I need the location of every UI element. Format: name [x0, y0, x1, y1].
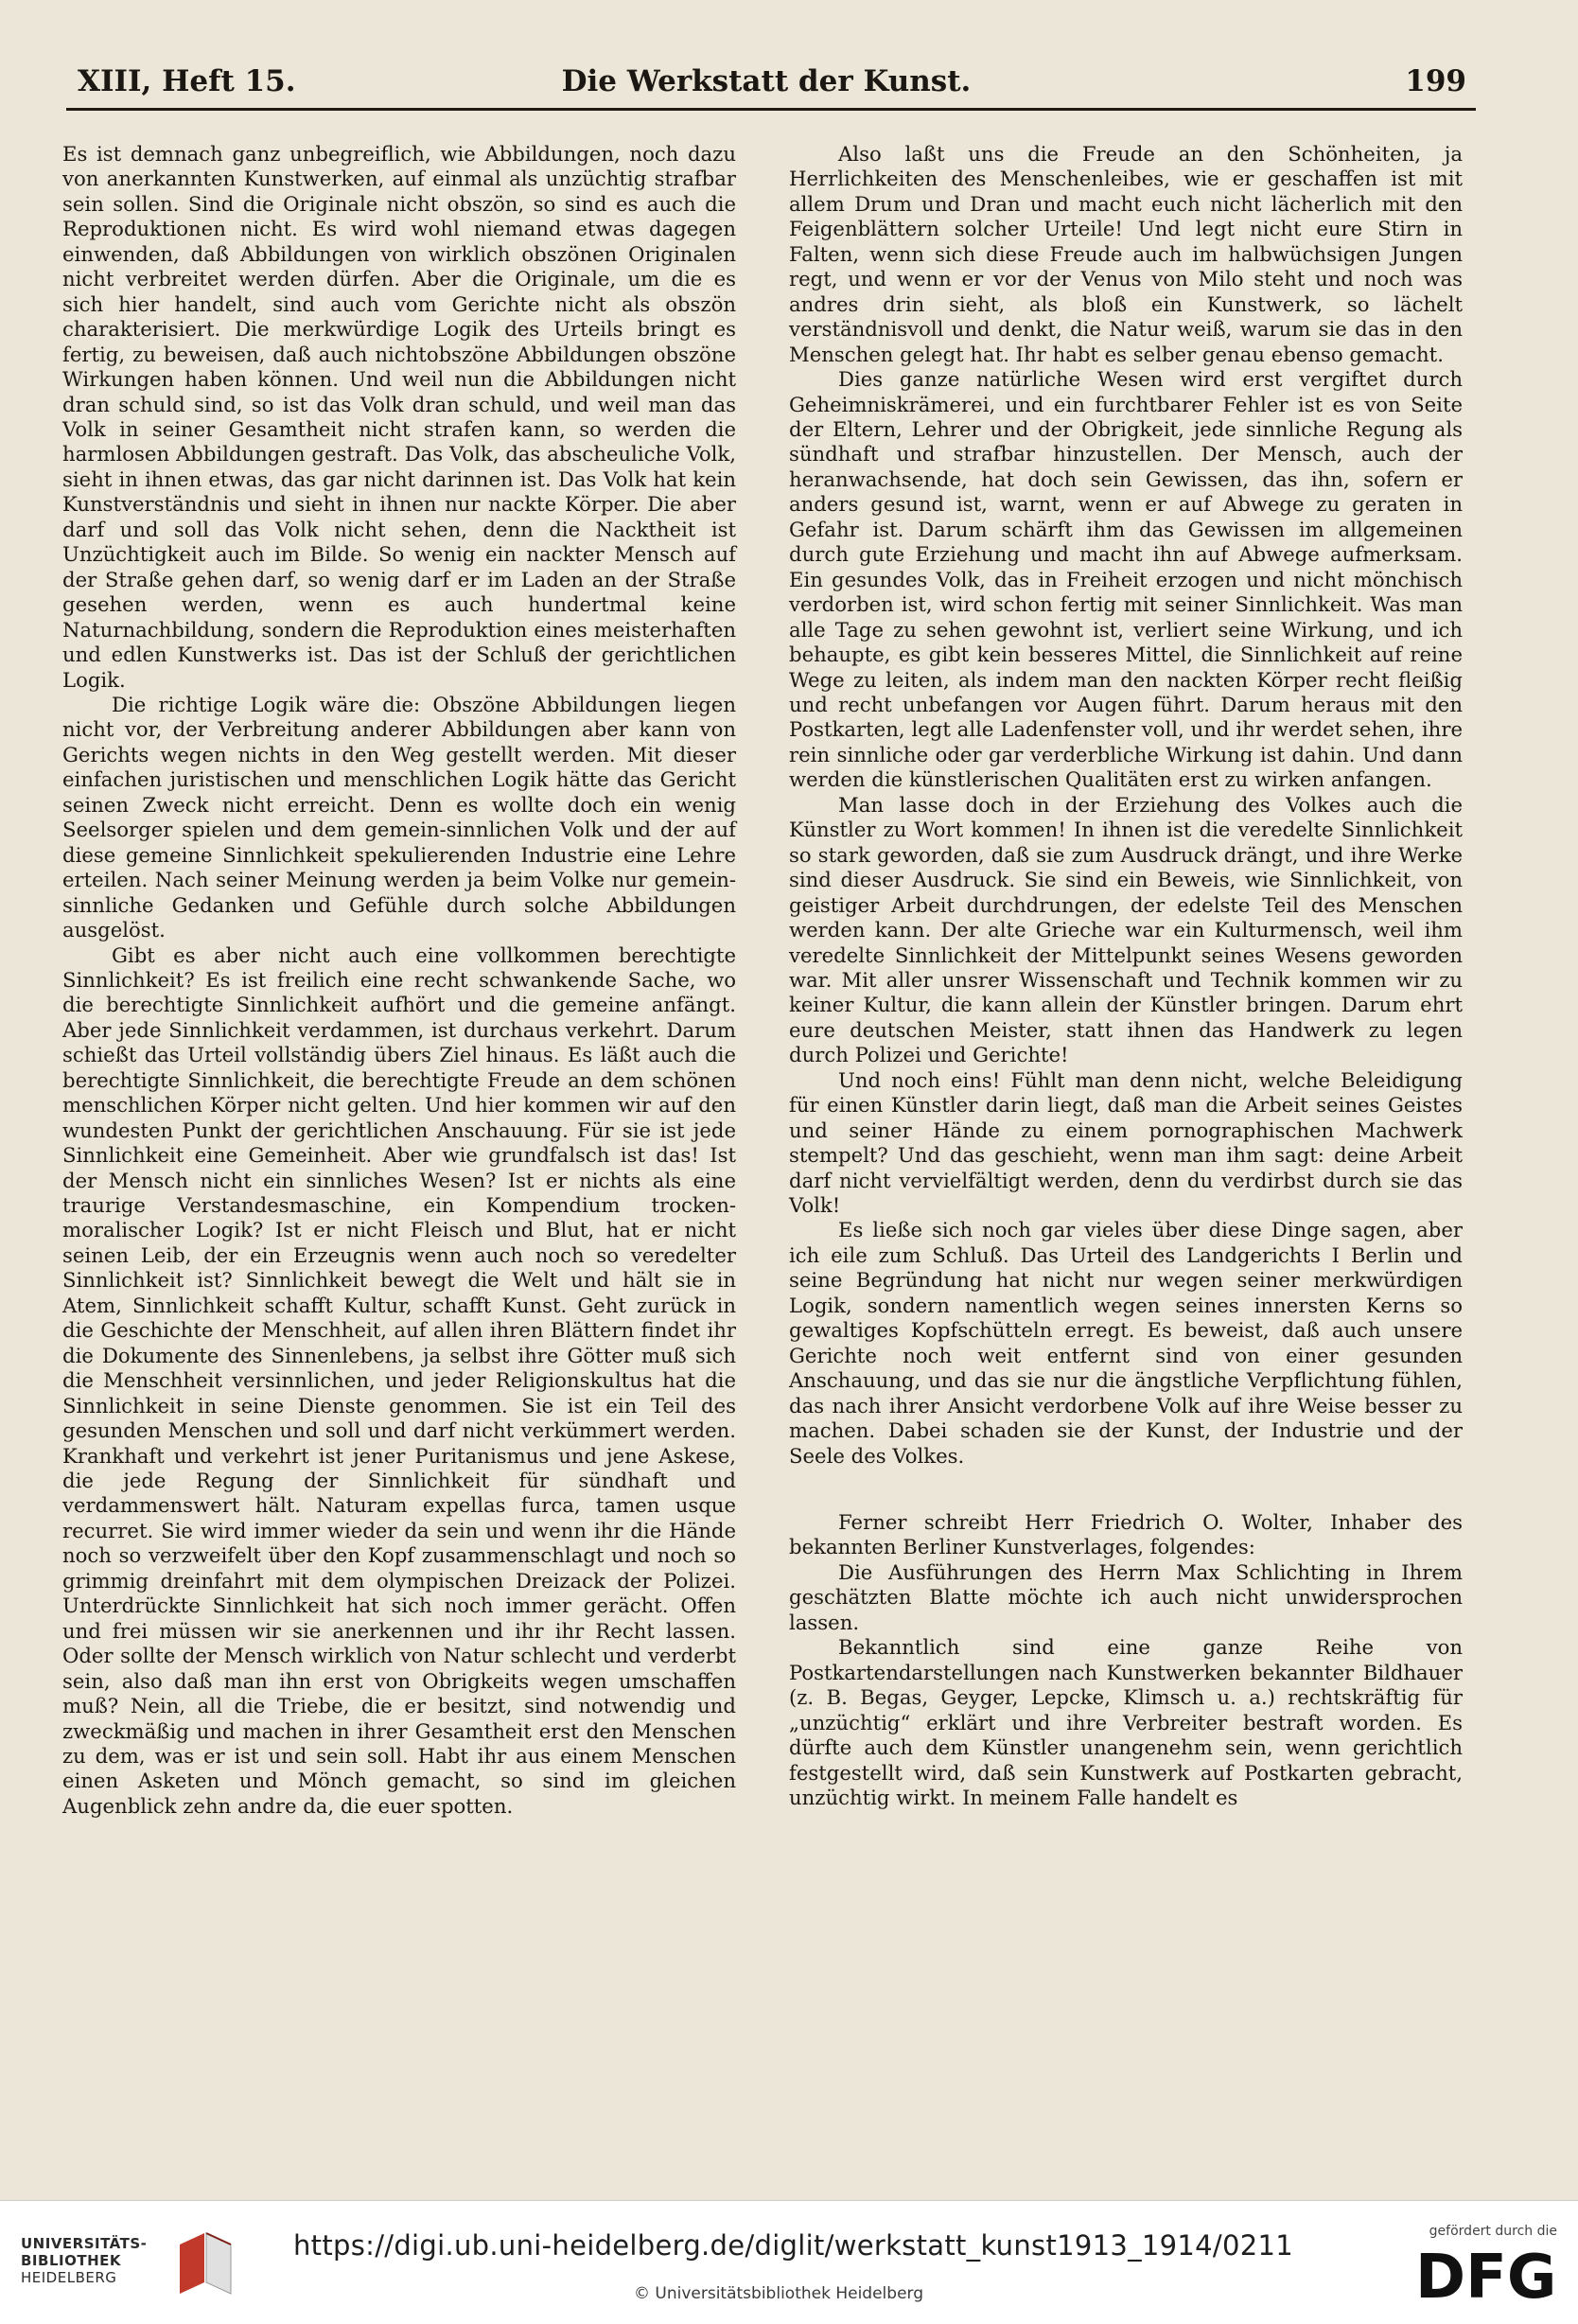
library-name-line3: HEIDELBERG — [21, 2269, 117, 2286]
section-gap — [789, 1469, 1463, 1510]
funder-block[interactable] — [1387, 2224, 1557, 2309]
library-logo[interactable] — [21, 2227, 267, 2303]
paragraph: Bekanntlich sind eine ganze Reihe von Postkartendarstellungen nach Kunstwerken bekannter Bildhauer (z. B. Begas, Geyger, Lepcke, Klimsch u. a.) rechtskräftig für „unzüchtig“ erklärt und ihre Verbreiter bestraft worden. Es dürfte auch dem Künstler unangenehm sein, wenn gerichtlich festgestellt wird, daß sein Kunstwerk auf Postkarten gebracht, unzüchtig wirkt. In meinem Falle handelt es — [789, 1635, 1463, 1809]
paragraph: Es ist demnach ganz unbegreiflich, wie Abbildungen, noch dazu von anerkannten Kunstwerken, auf einmal als unzüchtig strafbar sein sollen. Sind die Originale nicht obszön, so sind es auch die Reproduktionen nicht. Es wird wohl niemand etwas dagegen einwenden, daß Abbildungen von wirklich obszönen Originalen nicht verbreitet werden dürfen. Aber die Originale, um die es sich hier handelt, sind auch vom Gerichte nicht als obszön charakterisiert. Die merkwürdige Logik des Urteils bringt es fertig, zu beweisen, daß auch nichtobszöne Abbildungen obszöne Wirkungen haben können. Und weil nun die Abbildungen nicht dran schuld sind, so ist das Volk dran schuld, und weil man das Volk in seiner Gesamtheit nicht strafen kann, so werden die harmlosen Abbildungen gestraft. Das Volk, das abscheuliche Volk, sieht in ihnen etwas, das gar nicht darinnen ist. Das Volk hat kein Kunstverständnis und sieht in ihnen nur nackte Körper. Die aber darf und soll das Volk nicht sehen, denn die Nacktheit ist Unzüchtigkeit auch im Bilde. So wenig ein nackter Mensch auf der Straße gehen darf, so wenig darf er im Laden an der Straße gesehen werden, wenn es auch hundertmal keine Naturnachbildung, sondern die Reproduktion eines meisterhaften und edlen Kunstwerks ist. Das ist der Schluß der gerichtlichen Logik. — [62, 142, 736, 692]
document-url-link[interactable]: https://digi.ub.uni-heidelberg.de/diglit/werkstatt_kunst1913_1914/0211 — [293, 2229, 1293, 2262]
paragraph: Dies ganze natürliche Wesen wird erst vergiftet durch Geheimniskrämerei, und ein furchtbarer Fehler ist es von Seite der Eltern, Lehrer und der Obrigkeit, jede sinnliche Regung als sündhaft und strafbar hinzustellen. Der Mensch, auch der heranwachsende, hat doch sein Gewissen, das ihn, sofern er anders gesund ist, warnt, wenn er auf Abwege zu geraten in Gefahr ist. Darum schärft ihm das Gewissen im allgemeinen durch gute Erziehung und macht ihn auf Abwege aufmerksam. Ein gesundes Volk, das in Freiheit erzogen und nicht mönchisch verdorben ist, wird schon fertig mit seiner Sinnlichkeit. Was man alle Tage zu sehen gewohnt ist, verliert seine Wirkung, und ich behaupte, es gibt kein besseres Mittel, die Sinnlichkeit auf reine Wege zu leiten, als indem man den nackten Körper recht fleißig und recht unbefangen vor Augen führt. Darum heraus mit den Postkarten, legt alle Ladenfenster voll, und ihr werdet sehen, ihre rein sinnliche oder gar verderbliche Wirkung ist dahin. Und dann werden die künstlerischen Qualitäten erst zu wirken anfangen. — [789, 367, 1463, 792]
library-name-line1: UNIVERSITÄTS- — [21, 2235, 148, 2252]
paragraph: Die richtige Logik wäre die: Obszöne Abbildungen liegen nicht vor, der Verbreitung anderer Abbildungen aber kann von Gerichts wegen nichts in den Weg gestellt werden. Mit dieser einfachen juristischen und menschlichen Logik hätte das Gericht seinen Zweck nicht erreicht. Denn es wollte doch ein wenig Seelsorger spielen und dem gemein-sinnlichen Volk und der auf diese gemeine Sinnlichkeit spekulierenden Industrie eine Lehre erteilen. Nach seiner Meinung werden ja beim Volke nur gemein-sinnliche Gedanken und Gefühle durch solche Abbildungen ausgelöst. — [62, 692, 736, 942]
paragraph: Man lasse doch in der Erziehung des Volkes auch die Künstler zu Wort kommen! In ihnen ist die veredelte Sinnlichkeit so stark geworden, daß sie zum Ausdruck drängt, und ihre Werke sind dieser Ausdruck. Sie sind ein Beweis, wie Sinnlichkeit, von geistiger Arbeit durchdrungen, der edelste Teil des Menschen werden kann. Der alte Grieche war ein Kulturmensch, weil ihm veredelte Sinnlichkeit der Mittelpunkt seines Wesens geworden war. Mit aller unsrer Wissenschaft und Technik kommen wir zu keiner Kultur, die kann allein der Künstler bringen. Darum ehrt eure deutschen Meister, statt ihnen das Handwerk zu legen durch Polizei und Gerichte! — [789, 792, 1463, 1067]
paragraph: Gibt es aber nicht auch eine vollkommen berechtigte Sinnlichkeit? Es ist freilich eine recht schwankende Sache, wo die berechtigte Sinnlichkeit aufhört und die gemeine anfängt. Aber jede Sinnlichkeit verdammen, ist durchaus verkehrt. Darum schießt das Urteil vollständig übers Ziel hinaus. Es läßt auch die berechtigte Sinnlichkeit, die berechtigte Freude an dem schönen menschlichen Körper nicht gelten. Und hier kommen wir auf den wundesten Punkt der gerichtlichen Anschauung. Für sie ist jede Sinnlichkeit eine Gemeinheit. Aber wie grundfalsch ist das! Ist der Mensch nicht ein sinnliches Wesen? Ist er nichts als eine traurige Verstandesmaschine, ein Kompendium trocken-moralischer Logik? Ist er nicht Fleisch und Blut, hat er nicht seinen Leib, der ein Erzeugnis wenn auch noch so veredelter Sinnlichkeit ist? Sinnlichkeit bewegt die Welt und hält sie in Atem, Sinnlichkeit schafft Kultur, schafft Kunst. Geht zurück in die Geschichte der Menschheit, auf allen ihren Blättern findet ihr die Dokumente des Sinnenlebens, ja selbst ihre Götter muß sich die Menschheit versinnlichen, und jeder Religionskultus hat die Sinnlichkeit in seine Dienste genommen. Sie ist ein Teil des gesunden Menschen und soll und darf nicht verkümmert werden. Krankhaft und verkehrt ist jener Puritanismus und jene Askese, die jede Regung der Sinnlichkeit für sündhaft und verdammenswert hält. Naturam expellas furca, tamen usque recurret. Sie wird immer wieder da sein und wenn ihr die Hände noch so verzweifelt über den Kopf zusammenschlagt und noch so grimmig dreinfahrt mit dem olympischen Dreizack der Polizei. Unterdrückte Sinnlichkeit hat sich noch immer gerächt. Offen und frei müssen wir sie anerkennen und ihr ihr Recht lassen. Oder sollte der Mensch wirklich von Natur schlecht und verderbt sein, also daß man ihn erst von Obrigkeits wegen umschaffen muß? Nein, all die Triebe, die er besitzt, sind notwendig und zweckmäßig und machen in ihrer Gesamtheit erst den Menschen zu dem, was er ist und sein soll. Habt ihr aus einem Menschen einen Asketen und Mönch gemacht, so sind im gleichen Augenblick zehn andre da, die euer spotten. — [62, 942, 736, 1818]
issue-label: XIII, Heft 15. — [78, 64, 296, 98]
funder-caption: gefördert durch die — [1429, 2224, 1557, 2239]
library-emblem-icon — [176, 2227, 235, 2296]
dfg-logo-icon — [1415, 2243, 1557, 2305]
left-column — [62, 142, 736, 1819]
right-column — [789, 142, 1463, 1810]
paragraph: Ferner schreibt Herr Friedrich O. Wolter, Inhaber des bekannten Berliner Kunstverlages, folgendes: — [789, 1510, 1463, 1559]
header-rule — [66, 108, 1476, 111]
journal-title: Die Werkstatt der Kunst. — [561, 64, 972, 98]
running-header — [66, 59, 1466, 104]
paragraph: Die Ausführungen des Herrn Max Schlichting in Ihrem geschätzten Blatte möchte ich auch nicht unwidersprochen lassen. — [789, 1559, 1463, 1634]
paragraph: Und noch eins! Fühlt man denn nicht, welche Beleidigung für einen Künstler darin liegt, daß man die Arbeit seines Geistes und seiner Hände zu einem pornographischen Machwerk stempelt? Und das geschieht, wenn man ihm sagt: deine Arbeit darf nicht vervielfältigt werden, denn du verdirbst durch sie das Volk! — [789, 1067, 1463, 1218]
paragraph: Also laßt uns die Freude an den Schönheiten, ja Herrlichkeiten des Menschenleibes, wie er geschaffen ist mit allem Drum und Dran und macht euch nicht lächerlich mit den Feigenblättern solcher Urteile! Und legt nicht eure Stirn in Falten, wenn sich diese Freude auch im halbwüchsigen Jungen regt, und wenn er vor der Venus von Milo steht und noch was andres drin sieht, als bloß ein Kunstwerk, so lächelt verständnisvoll und denkt, die Natur weiß, warum sie das in den Menschen gelegt hat. Ihr habt es selber genau ebenso gemacht. — [789, 142, 1463, 366]
svg-text:DFG: DFG — [1415, 2243, 1557, 2305]
library-name-line2: BIBLIOTHEK — [21, 2252, 121, 2269]
copyright-notice: © Universitätsbibliothek Heidelberg — [634, 2284, 924, 2303]
page-number: 199 — [1405, 64, 1466, 98]
paragraph: Es ließe sich noch gar vieles über diese Dinge sagen, aber ich eile zum Schluß. Das Urteil des Landgerichts I Berlin und seine Begründung hat nicht nur wegen seiner merkwürdigen Logik, sondern namentlich wegen seines innersten Kerns so gewaltiges Kopfschütteln erregt. Es beweist, daß auch unsere Gerichte noch weit entfernt sind von einer gesunden Anschauung, und das sie nur die ängstliche Verpflichtung fühlen, das nach ihrer Ansicht verdorbene Volk auf ihre Weise besser zu machen. Dabei schaden sie der Kunst, der Industrie und der Seele des Volkes. — [789, 1218, 1463, 1468]
viewer-footer — [0, 2200, 1578, 2324]
